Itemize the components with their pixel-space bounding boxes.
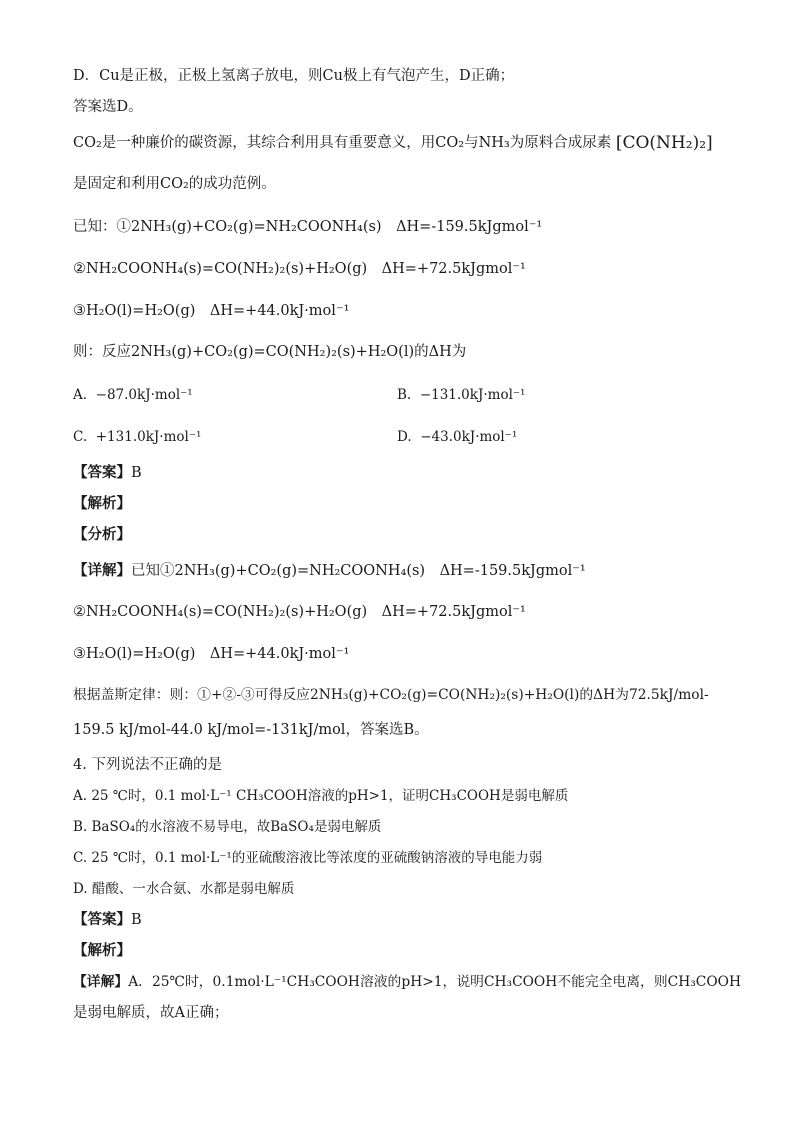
q3-stem-text: CO₂是一种廉价的碳资源，其综合利用具有重要意义，用CO₂与NH₃为原料合成尿素: [73, 135, 612, 151]
q3-detail-eq1: [73, 561, 586, 581]
q3-analysis-tag: 【解析】: [73, 495, 131, 512]
option-label: D.: [397, 429, 412, 445]
detail-equation-2: ②NH₂COONH₄(s)=CO(NH₂)₂(s)+H₂O(g) ΔH=+72.5kJgmol⁻¹: [73, 604, 526, 620]
q4-option-d: D. 醋酸、一水合氨、水都是弱电解质: [73, 881, 295, 897]
q4-answer: [73, 910, 142, 930]
answer-tag: 【答案】: [73, 464, 131, 481]
q3-stem-line2: 是固定和利用CO₂的成功范例。: [73, 176, 276, 192]
q4-detail-line2: 是弱电解质，故A正确；: [73, 1005, 229, 1021]
option-label: C.: [73, 429, 88, 445]
hess-law-line2: 159.5 kJ/mol-44.0 kJ/mol=-131kJ/mol，答案选B。: [73, 722, 429, 738]
urea-formula: [CO(NH₂)₂]: [615, 133, 713, 153]
equation-1: ①2NH₃(g)+CO₂(g)=NH₂COONH₄(s) ΔH=-159.5kJgmol⁻¹: [116, 219, 543, 235]
q3-option-c: [73, 427, 201, 447]
q4-stem: 4. 下列说法不正确的是: [73, 757, 222, 773]
detail-text: A．25℃时，0.1mol·L⁻¹CH₃COOH溶液的pH>1，说明CH₃COOH不能完全电离，则CH₃COOH: [128, 974, 741, 990]
q3-option-b: [397, 385, 525, 405]
q3-question: 则：反应2NH₃(g)+CO₂(g)=CO(NH₂)₂(s)+H₂O(l)的ΔH为: [73, 344, 467, 360]
detail-tag: 【详解】: [73, 562, 131, 579]
q3-stem-line1: [73, 133, 713, 153]
q3-answer: [73, 463, 142, 483]
prev-option-d: D．Cu是正极，正极上氢离子放电，则Cu极上有气泡产生，D正确；: [73, 68, 515, 84]
equation-2: ②NH₂COONH₄(s)=CO(NH₂)₂(s)+H₂O(g) ΔH=+72.5kJgmol⁻¹: [73, 261, 526, 277]
detail-equation-1: ①2NH₃(g)+CO₂(g)=NH₂COONH₄(s) ΔH=-159.5kJgmol⁻¹: [160, 563, 586, 579]
option-label: A.: [73, 387, 88, 403]
answer-value: B: [131, 912, 142, 928]
hess-law-line1: 根据盖斯定律：则：①+②-③可得反应2NH₃(g)+CO₂(g)=CO(NH₂)₂(s)+H₂O(l)的ΔH为72.5kJ/mol-: [73, 687, 709, 703]
equation-3: ③H₂O(l)=H₂O(g) ΔH=+44.0kJ·mol⁻¹: [73, 303, 350, 319]
option-text: +131.0kJ·mol⁻¹: [95, 429, 202, 445]
q4-analysis-tag: 【解析】: [73, 942, 131, 959]
answer-value: B: [131, 465, 142, 481]
option-label: B.: [397, 387, 412, 403]
detail-tag: 【详解】: [73, 974, 129, 990]
detail-equation-3: ③H₂O(l)=H₂O(g) ΔH=+44.0kJ·mol⁻¹: [73, 646, 350, 662]
known-prefix: 已知：: [73, 219, 117, 235]
prev-answer: 答案选D。: [73, 99, 143, 115]
q4-option-a: A. 25 ℃时，0.1 mol·L⁻¹ CH₃COOH溶液的pH>1，证明CH₃COOH是弱电解质: [73, 788, 569, 804]
option-text: −131.0kJ·mol⁻¹: [419, 387, 526, 403]
option-text: −43.0kJ·mol⁻¹: [420, 429, 518, 445]
option-text: −87.0kJ·mol⁻¹: [95, 387, 193, 403]
q3-fenxi-tag: 【分析】: [73, 526, 131, 543]
q3-known-eq1: [73, 217, 542, 237]
q3-option-a: [73, 385, 193, 405]
q4-option-c: C. 25 ℃时，0.1 mol·L⁻¹的亚硫酸溶液比等浓度的亚硫酸钠溶液的导电能力弱: [73, 850, 543, 866]
q3-option-d: [397, 427, 517, 447]
detail-prefix: 已知: [131, 563, 160, 579]
answer-tag: 【答案】: [73, 911, 131, 928]
q4-detail-line1: [73, 972, 741, 992]
q4-option-b: B. BaSO₄的水溶液不易导电，故BaSO₄是弱电解质: [73, 819, 382, 835]
